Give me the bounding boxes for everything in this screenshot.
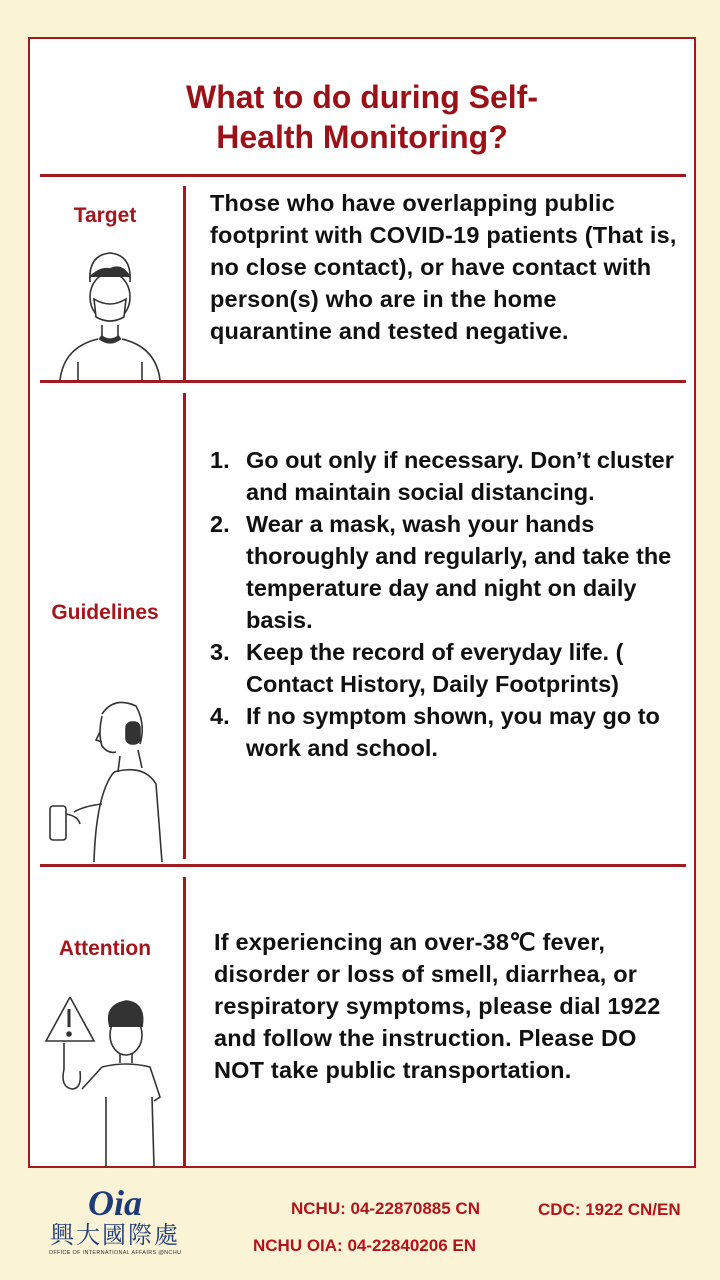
person-with-headphones-illustration: [44, 694, 174, 862]
cdc-phone: CDC: 1922 CN/EN: [538, 1200, 681, 1219]
section-label-guidelines: Guidelines: [51, 601, 159, 624]
divider-top: [40, 174, 686, 177]
section-label-attention: Attention: [58, 937, 152, 960]
oia-phone: NCHU OIA: 04-22840206 EN: [253, 1236, 476, 1255]
nchu-phone: NCHU: 04-22870885 CN: [291, 1199, 480, 1218]
column-divider-guidelines: [183, 393, 186, 859]
info-card: [28, 37, 696, 1168]
person-with-warning-sign-illustration: [42, 997, 178, 1167]
logo-chinese-name: 興大國際處: [50, 1221, 180, 1249]
guideline-number: 1.: [210, 447, 230, 473]
logo-mark: Oia: [88, 1183, 142, 1223]
section-label-target: Target: [73, 204, 137, 227]
attention-text: If experiencing an over-38℃ fever, disorder or loss of smell, diarrhea, or respiratory symptoms, please dial 1922 and follow the instruction. Please DO NOT take public transportation.: [214, 929, 661, 1083]
guideline-item: [210, 444, 690, 508]
divider-target: [40, 380, 686, 383]
masked-person-illustration: [50, 247, 170, 380]
divider-guidelines: [40, 864, 686, 867]
guideline-text: Wear a mask, wash your hands thoroughly and regularly, and take the temperature day and night on daily basis.: [246, 511, 672, 633]
title-line-1: What to do during Self-: [186, 79, 538, 115]
target-text: Those who have overlapping public footprint with COVID-19 patients (That is, no close contact), or have contact with person(s) who are in the home quarantine and tested negative.: [210, 190, 677, 344]
guidelines-list: [210, 444, 690, 764]
logo-subtitle: OFFICE OF INTERNATIONAL AFFAIRS @NCHU: [48, 1250, 182, 1256]
guideline-text: Go out only if necessary. Don’t cluster and maintain social distancing.: [246, 447, 674, 505]
guideline-item: [210, 508, 690, 636]
page-title: [30, 77, 694, 157]
guideline-item: [210, 636, 690, 700]
guideline-number: 4.: [210, 703, 230, 729]
title-line-2: Health Monitoring?: [216, 119, 508, 155]
guideline-item: [210, 700, 690, 764]
oia-logo: [40, 1185, 190, 1265]
column-divider-attention: [183, 877, 186, 1167]
guideline-text: If no symptom shown, you may go to work and school.: [246, 703, 660, 761]
guideline-number: 3.: [210, 639, 230, 665]
guideline-number: 2.: [210, 511, 230, 537]
column-divider-target: [183, 186, 186, 380]
guideline-text: Keep the record of everyday life. ( Contact History, Daily Footprints): [246, 639, 624, 697]
